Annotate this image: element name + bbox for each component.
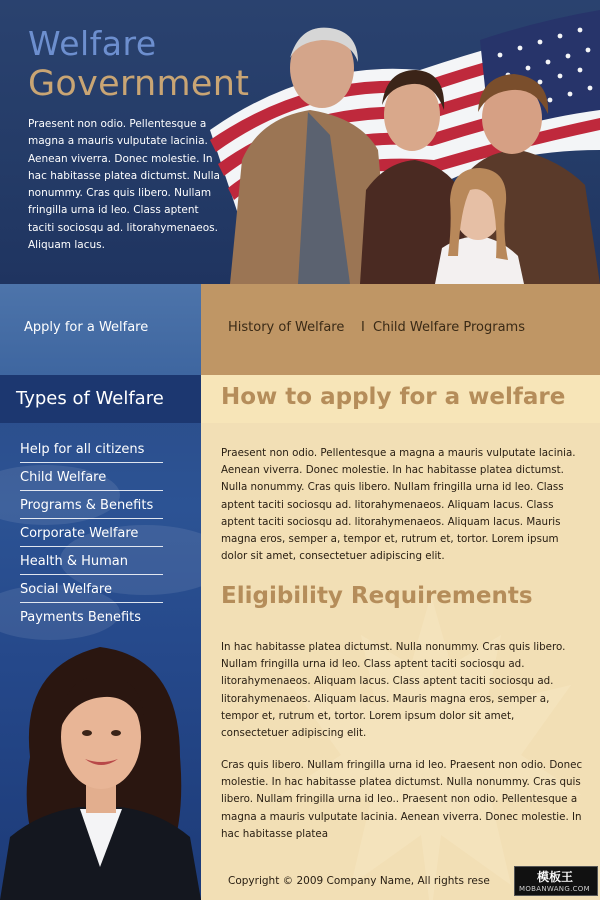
- sidebar-menu: [20, 435, 163, 631]
- top-nav: [201, 284, 600, 375]
- sidebar-item: [20, 519, 163, 547]
- header-intro-text: Praesent non odio. Pellentesque a magna a mauris vulputate lacinia. Aenean viverra. Donec molestie. In hac habitasse platea dictumst. Nulla nonummy. Cras quis libero. Nullam fringilla urna id leo. Class aptent taciti sociosqu ad. litorahymenaeos. Aliquam lacus.: [28, 118, 220, 252]
- heading-eligibility: Eligibility Requirements: [221, 583, 533, 609]
- sidebar-item-help-for-all-citizens[interactable]: Help for all citizens: [20, 442, 145, 457]
- sidebar-item-child-welfare[interactable]: Child Welfare: [20, 470, 107, 485]
- watermark-logo: [514, 866, 598, 896]
- apply-bar: [0, 284, 201, 375]
- sidebar-item-corporate-welfare[interactable]: Corporate Welfare: [20, 526, 139, 541]
- sidebar-item: [20, 435, 163, 463]
- nav-separator: I: [361, 320, 365, 335]
- nav-child-welfare-programs[interactable]: Child Welfare Programs: [373, 320, 525, 335]
- watermark-en: MOBANWANG.COM: [519, 885, 590, 893]
- sidebar-item: [20, 575, 163, 603]
- copyright-text: Copyright © 2009 Company Name, All rights rese: [228, 875, 490, 887]
- watermark-cn: 模板王: [537, 870, 574, 884]
- paragraph-eligibility-2: Cras quis libero. Nullam fringilla urna id leo. Praesent non odio. Donec molestie. In hac habitasse platea dictumst. Nulla nonummy. Cras quis libero. Nullam fringilla urna id leo.. Praesent non odio. Pellentesque a magna a mauris vulputate lacinia. Aenean viverra. Donec molestie. In hac habitasse platea: [221, 759, 583, 840]
- sidebar-item-programs-benefits[interactable]: Programs & Benefits: [20, 498, 154, 513]
- logo-line-1[interactable]: Welfare: [28, 24, 157, 63]
- family-flag-photo: [190, 0, 600, 284]
- logo-line-2[interactable]: Government: [28, 64, 250, 104]
- paragraph-how-to-apply: Praesent non odio. Pellentesque a magna a mauris vulputate lacinia. Aenean viverra. Donec molestie. In hac habitasse platea dictumst. Nulla nonummy. Cras quis libero. Nullam fringilla urna id leo. Class aptent taciti sociosqu ad. litorahymenaeos. Aliquam lacus. Class aptent taciti sociosqu ad. litorahymenaeos. Aliquam lacus. Mauris magna eros, semper a, tempor et, rutrum et, tortor. Lorem ipsum dolor sit amet, consectetuer adipiscing elit.: [221, 447, 576, 563]
- main-content: [201, 375, 600, 900]
- sidebar: [0, 375, 201, 900]
- sidebar-item-social-welfare[interactable]: Social Welfare: [20, 582, 112, 597]
- heading-how-to-apply: How to apply for a welfare: [221, 384, 566, 410]
- sidebar-item-payments-benefits[interactable]: Payments Benefits: [20, 610, 142, 625]
- businesswoman-photo: [0, 637, 201, 900]
- sidebar-header: [0, 375, 201, 423]
- maple-leaf-icon: [271, 585, 591, 900]
- sidebar-item: [20, 463, 163, 491]
- header: [0, 0, 600, 284]
- apply-for-welfare-link[interactable]: Apply for a Welfare: [24, 320, 149, 335]
- sidebar-title: Types of Welfare: [16, 388, 164, 409]
- paragraph-eligibility-1: In hac habitasse platea dictumst. Nulla nonummy. Cras quis libero. Nullam fringilla urna id leo. Class aptent taciti sociosqu ad. litorahymenaeos. Aliquam lacus. Class aptent taciti sociosqu ad. litorahymenaeos. Aliquam lacus. Mauris magna eros, semper a, tempor et, rutrum et, tortor. Lorem ipsum dolor sit amet, consectetuer adipiscing elit.: [221, 641, 566, 740]
- sidebar-item: [20, 547, 163, 575]
- sidebar-item-health-human[interactable]: Health & Human: [20, 554, 128, 569]
- sidebar-item: [20, 603, 163, 631]
- nav-history-of-welfare[interactable]: History of Welfare: [228, 320, 345, 335]
- sidebar-item: [20, 491, 163, 519]
